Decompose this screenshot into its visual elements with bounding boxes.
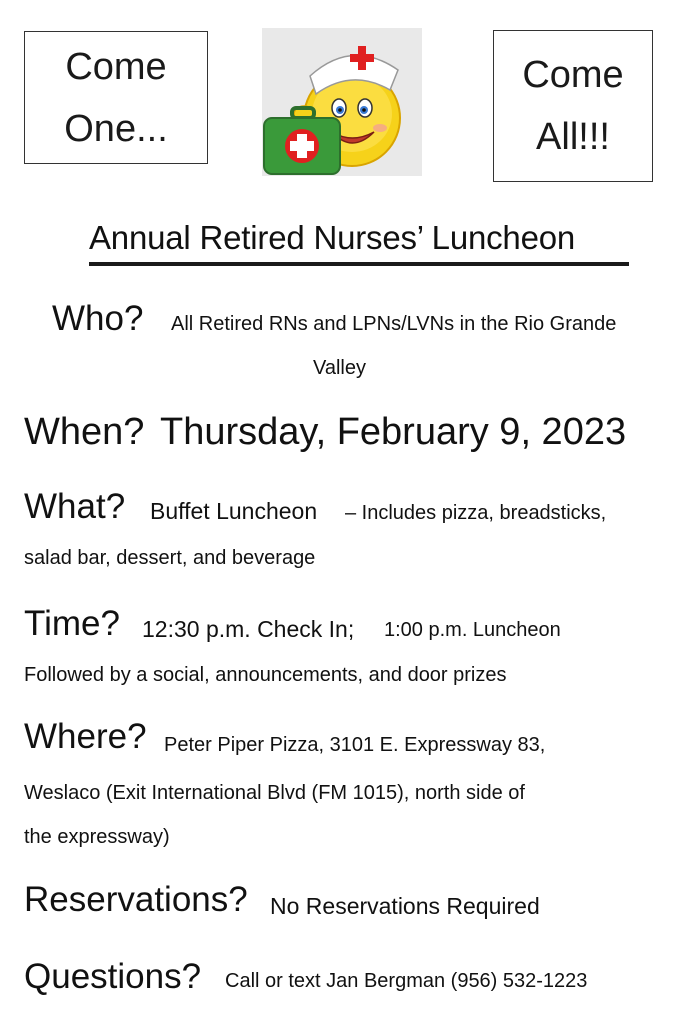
questions-text: Call or text Jan Bergman (956) 532-1223 xyxy=(225,970,588,992)
title-underline xyxy=(89,262,629,266)
come-all-line2: All!!! xyxy=(536,116,610,158)
where-label: Where? xyxy=(24,717,147,756)
come-all-line1: Come xyxy=(522,54,624,96)
come-all-box xyxy=(493,30,653,182)
come-one-line2: One... xyxy=(64,107,168,150)
come-one-box xyxy=(24,31,208,164)
first-aid-kit-icon xyxy=(264,108,340,174)
event-title: Annual Retired Nurses’ Luncheon xyxy=(89,219,576,256)
what-text-line2: salad bar, dessert, and beverage xyxy=(24,547,316,569)
who-text-line1: All Retired RNs and LPNs/LVNs in the Rio Grande xyxy=(171,313,617,335)
when-text: Thursday, February 9, 2023 xyxy=(160,411,627,453)
who-label: Who? xyxy=(52,299,144,338)
when-label: When? xyxy=(24,411,145,453)
time-label: Time? xyxy=(24,604,120,643)
what-main: Buffet Luncheon xyxy=(150,498,318,524)
what-rest: – Includes pizza, breadsticks, xyxy=(345,502,607,524)
nurse-smiley-emoji-icon xyxy=(262,28,422,176)
who-text-line2: Valley xyxy=(313,357,366,379)
reservations-label: Reservations? xyxy=(24,880,248,919)
what-label: What? xyxy=(24,487,126,526)
questions-label: Questions? xyxy=(24,957,202,996)
where-text-line3: the expressway) xyxy=(24,826,170,848)
come-one-line1: Come xyxy=(65,45,167,88)
where-text-line2: Weslaco (Exit International Blvd (FM 1015), north side of xyxy=(24,782,525,804)
time-rest: 1:00 p.m. Luncheon xyxy=(384,619,561,641)
reservations-text: No Reservations Required xyxy=(270,893,540,919)
time-text-line2: Followed by a social, announcements, and door prizes xyxy=(24,664,507,686)
time-main: 12:30 p.m. Check In; xyxy=(142,616,355,642)
where-text-line1: Peter Piper Pizza, 3101 E. Expressway 83, xyxy=(164,734,546,756)
